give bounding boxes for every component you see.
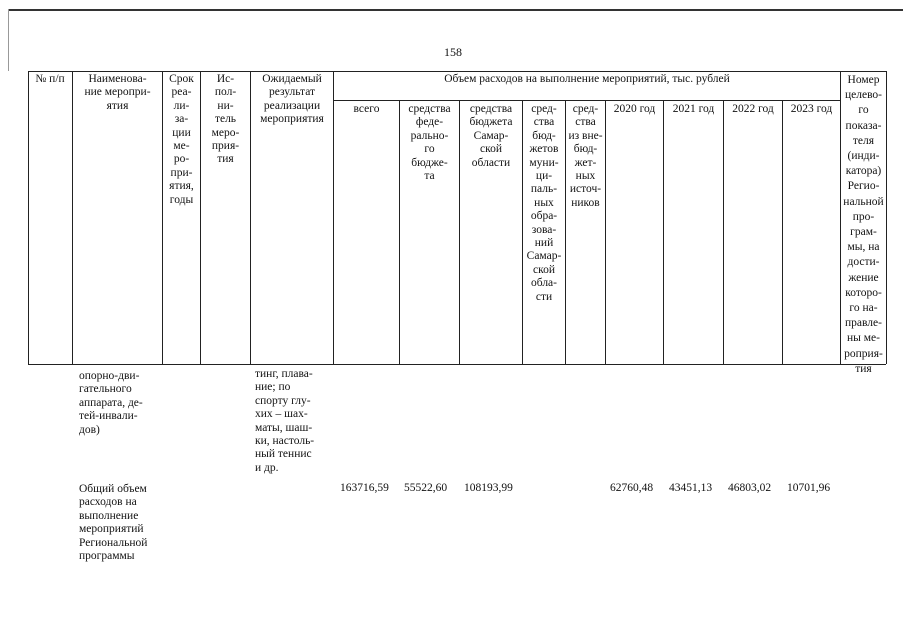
header-number: № п/п <box>35 73 65 85</box>
header-indicator: Номер целево- го показа- теля (инди- катора) Регио- нальной про- грам- мы, на дости- жение которо- го на- правле- ны ме- роприя- тия <box>843 74 884 375</box>
header-regional: средства бюджета Самар- ской области <box>469 103 513 169</box>
total-2021: 43451,13 <box>669 482 713 494</box>
header-expenses-group: Объем расходов на выполнение мероприятий, тыс. рублей <box>444 73 730 85</box>
header-municipal: сред- ства бюд- жетов муни- ци- паль- ных обра- зова- ний Самар- ской обла- сти <box>526 103 562 303</box>
total-2023: 10701,96 <box>787 482 831 494</box>
total-2022: 46803,02 <box>728 482 772 494</box>
total-regional: 108193,99 <box>464 482 513 494</box>
total-sum: 163716,59 <box>340 482 389 494</box>
left-border-line <box>8 9 9 71</box>
total-federal: 55522,60 <box>404 482 448 494</box>
continuation-event-name: опорно-дви- гательного аппарата, де- тей-инвали- дов) <box>79 370 143 436</box>
header-federal: средства феде- рально- го бюдже- та <box>408 103 451 183</box>
header-expected-result: Ожидаемый результат реализации мероприятия <box>260 73 324 126</box>
header-term: Срок реа- ли- за- ции ме- ро- при- ятия, годы <box>169 73 194 206</box>
page-number: 158 <box>444 45 462 59</box>
continuation-expected-result: тинг, плава- ние; по спорту глу- хих – шах- маты, шаш- ки, настоль- ный теннис и др. <box>255 368 315 474</box>
header-offbudget: сред- ства из вне- бюд- жет- ных источ- ников <box>568 103 603 209</box>
total-2020: 62760,48 <box>610 482 654 494</box>
header-2022: 2022 год <box>732 103 774 115</box>
header-2023: 2023 год <box>790 103 833 115</box>
header-2020: 2020 год <box>613 103 656 115</box>
header-2021: 2021 год <box>672 103 715 115</box>
header-executor: Ис- пол- ни- тель меро- прия- тия <box>211 73 240 166</box>
header-total: всего <box>353 103 380 115</box>
header-event-name: Наименова- ние меропри- ятия <box>84 73 151 112</box>
total-row-label: Общий объем расходов на выполнение мероприятий Региональной программы <box>79 483 148 563</box>
top-border-line <box>8 9 903 11</box>
